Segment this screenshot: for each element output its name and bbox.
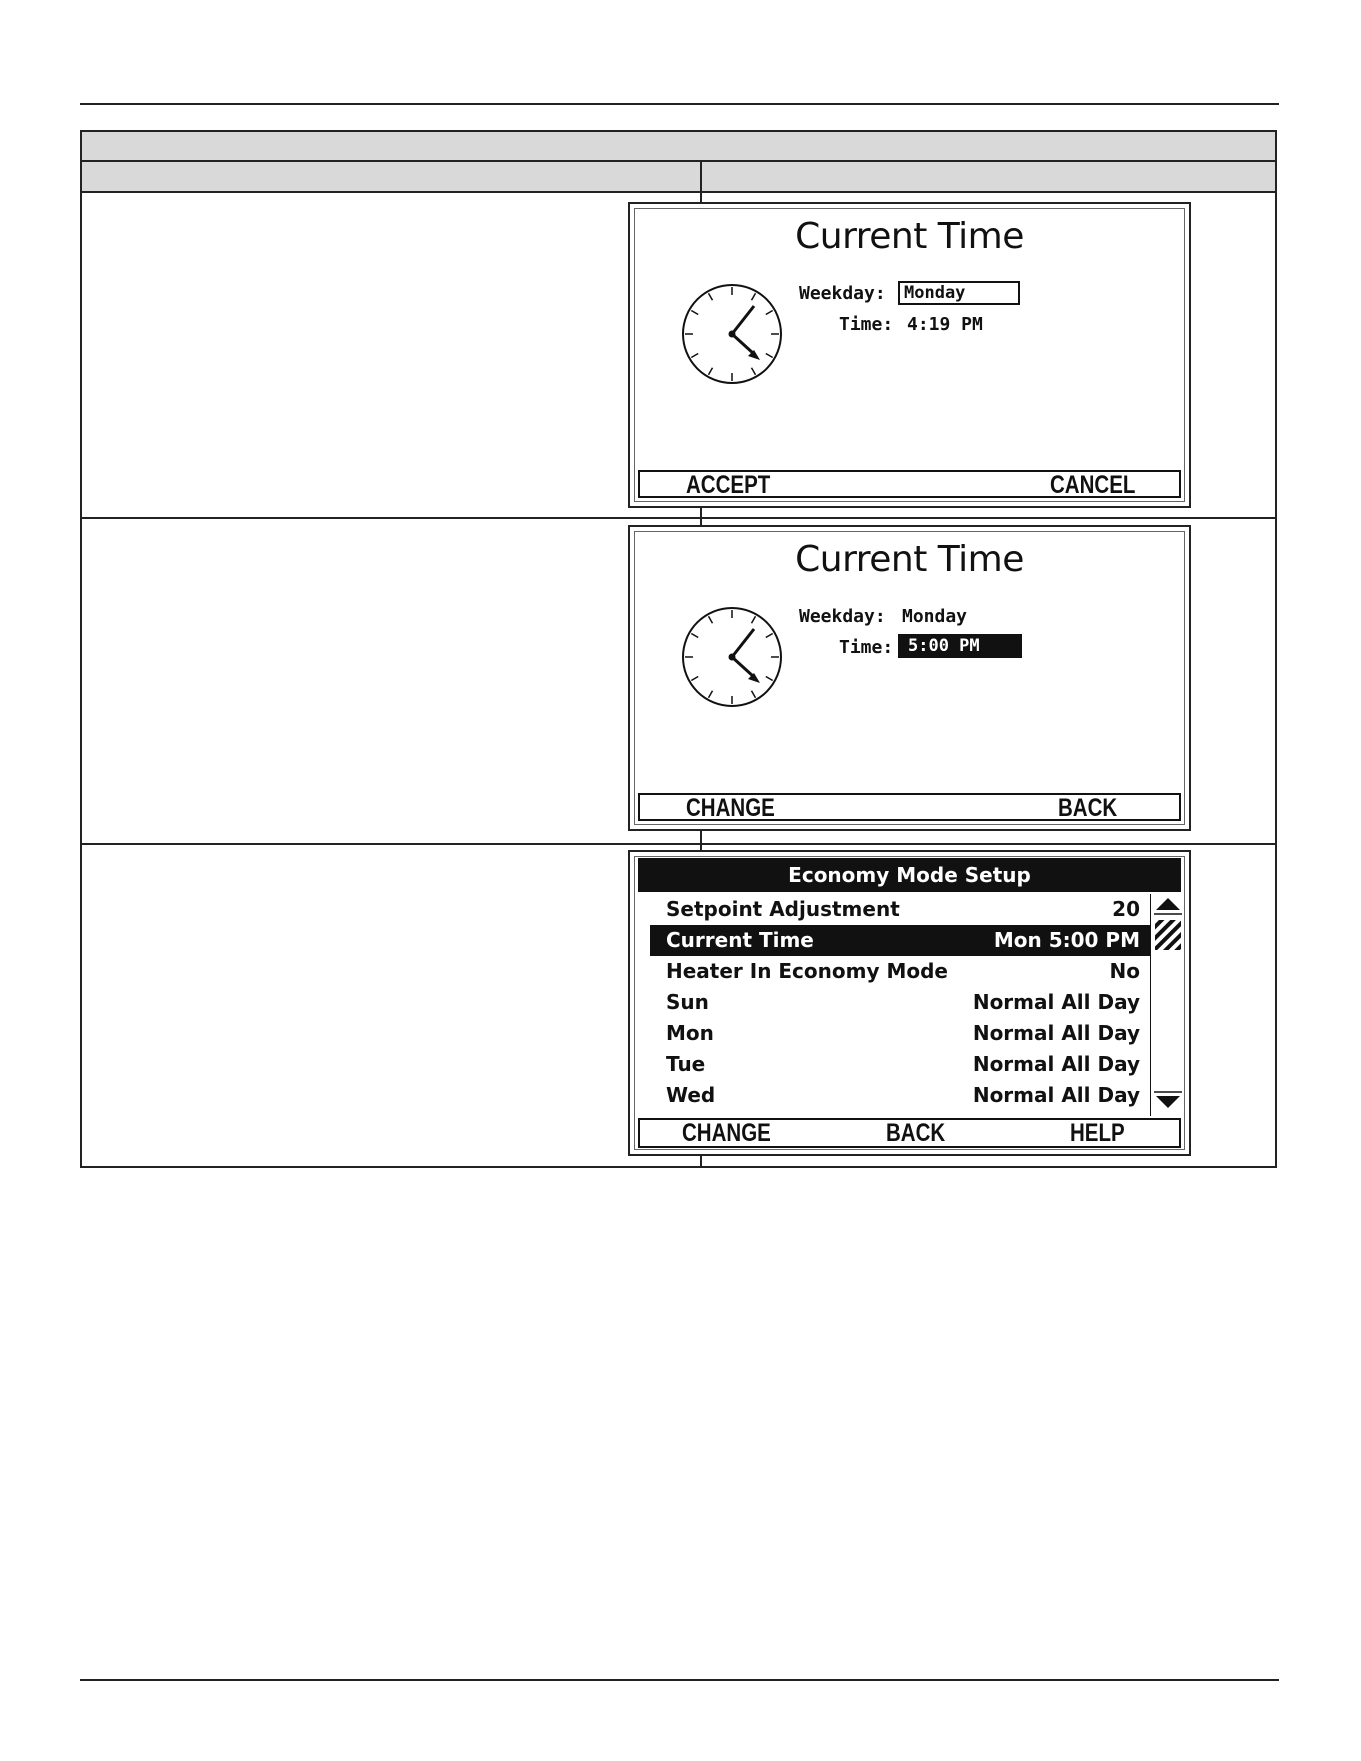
scroll-down-arrow-icon[interactable] bbox=[1156, 1096, 1180, 1108]
help-button[interactable]: HELP bbox=[1070, 1119, 1125, 1147]
list-item[interactable] bbox=[650, 956, 1150, 987]
top-rule bbox=[80, 103, 1279, 105]
softkey-bar bbox=[638, 793, 1181, 821]
change-button[interactable]: CHANGE bbox=[682, 1119, 771, 1147]
list-item-label: Sun bbox=[666, 990, 709, 1014]
weekday-label: Weekday: bbox=[799, 606, 886, 627]
list-item-label: Tue bbox=[666, 1052, 706, 1076]
bottom-rule bbox=[80, 1679, 1279, 1681]
list-item-label: Setpoint Adjustment bbox=[666, 897, 900, 921]
time-field-selected[interactable]: 5:00 PM bbox=[898, 634, 1022, 658]
list-item-value: Normal All Day bbox=[972, 1021, 1140, 1045]
time-label: Time: bbox=[839, 637, 894, 658]
list-item-label: Mon bbox=[666, 1021, 714, 1045]
list-item-value: Mon 5:00 PM bbox=[993, 928, 1140, 952]
clock-icon bbox=[680, 282, 784, 386]
table-title-bar bbox=[82, 132, 1275, 162]
list-item[interactable] bbox=[650, 1018, 1150, 1049]
list-item-value: Normal All Day bbox=[972, 1083, 1140, 1107]
time-value: 4:19 PM bbox=[907, 314, 983, 335]
screen-title: Current Time bbox=[795, 216, 1024, 257]
scroll-up-arrow-icon[interactable] bbox=[1156, 898, 1180, 910]
list-item-label: Wed bbox=[666, 1083, 716, 1107]
screen-title: Current Time bbox=[795, 539, 1024, 580]
weekday-label: Weekday: bbox=[799, 283, 886, 304]
list-item-value: Normal All Day bbox=[972, 990, 1140, 1014]
back-button[interactable]: BACK bbox=[886, 1119, 946, 1147]
current-time-screen-time bbox=[628, 525, 1191, 831]
scrollbar[interactable] bbox=[1150, 894, 1185, 1116]
settings-list bbox=[650, 894, 1150, 1111]
scrollbar-thumb[interactable] bbox=[1155, 920, 1181, 950]
current-time-screen-weekday bbox=[628, 202, 1191, 508]
softkey-bar bbox=[638, 1118, 1181, 1148]
weekday-field[interactable]: Monday bbox=[898, 281, 1020, 305]
accept-button[interactable]: ACCEPT bbox=[686, 471, 771, 499]
list-item-label: Current Time bbox=[666, 928, 814, 952]
change-button[interactable]: CHANGE bbox=[686, 794, 775, 822]
screen-title: Economy Mode Setup bbox=[638, 858, 1181, 892]
softkey-bar bbox=[638, 470, 1181, 498]
list-item-value: No bbox=[1109, 959, 1140, 983]
list-item[interactable] bbox=[650, 987, 1150, 1018]
list-item-value: Normal All Day bbox=[972, 1052, 1140, 1076]
economy-mode-setup-screen bbox=[628, 850, 1191, 1156]
weekday-value: Monday bbox=[902, 606, 968, 627]
list-item-value: 20 bbox=[1112, 897, 1140, 921]
time-label: Time: bbox=[839, 314, 894, 335]
list-item-selected[interactable] bbox=[650, 925, 1150, 956]
back-button[interactable]: BACK bbox=[1058, 794, 1118, 822]
list-item[interactable] bbox=[650, 1080, 1150, 1111]
row-divider bbox=[82, 843, 1275, 845]
list-item[interactable] bbox=[650, 1049, 1150, 1080]
table-column-header bbox=[82, 162, 1275, 193]
cancel-button[interactable]: CANCEL bbox=[1050, 471, 1136, 499]
list-item[interactable] bbox=[650, 894, 1150, 925]
clock-icon bbox=[680, 605, 784, 709]
list-item-label: Heater In Economy Mode bbox=[666, 959, 948, 983]
row-divider bbox=[82, 517, 1275, 519]
